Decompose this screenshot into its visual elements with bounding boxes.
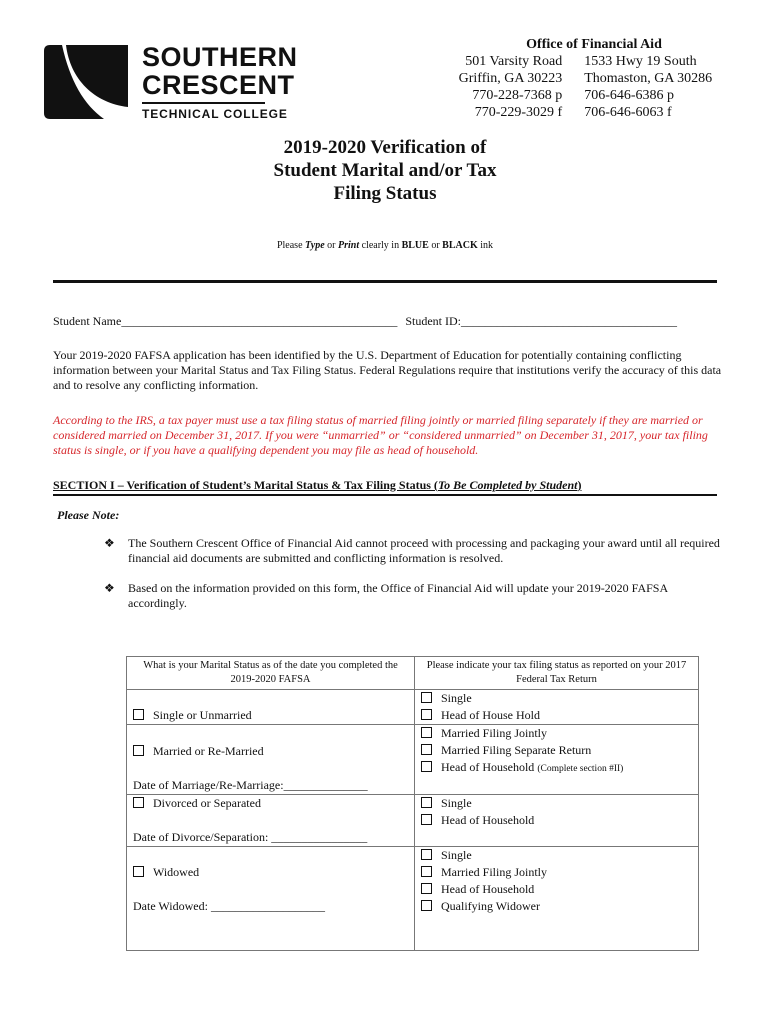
checkbox-icon[interactable] bbox=[421, 761, 432, 772]
married-option[interactable]: Married or Re-Married bbox=[127, 743, 414, 760]
logo-line-2: CRESCENT bbox=[142, 70, 295, 100]
griffin-address bbox=[440, 53, 584, 121]
section-1-heading: SECTION I – Verification of Student’s Marital Status & Tax Filing Status (To Be Completed by Student) bbox=[53, 478, 717, 496]
thomaston-street: 1533 Hwy 19 South bbox=[584, 54, 697, 69]
bullet-text-1: The Southern Crescent Office of Financial Aid cannot proceed with processing and packaging your award until all required financial aid documents are submitted and conflicting information is resolved. bbox=[128, 536, 720, 565]
marital-status-header: What is your Marital Status as of the date you completed the 2019-2020 FAFSA bbox=[143, 660, 398, 685]
checkbox-icon[interactable] bbox=[421, 709, 432, 720]
title-line-1: 2019-2020 Verification of bbox=[283, 137, 487, 158]
table-row bbox=[127, 690, 699, 725]
student-id-field[interactable]: ____________________________________ bbox=[461, 314, 677, 328]
griffin-street: 501 Varsity Road bbox=[465, 54, 563, 69]
widowed-option[interactable]: Widowed bbox=[127, 864, 414, 881]
table-row bbox=[127, 725, 699, 795]
checkbox-icon[interactable] bbox=[421, 866, 432, 877]
r4-married-jointly-option[interactable]: Married Filing Jointly bbox=[415, 864, 698, 881]
office-address-block bbox=[440, 36, 720, 121]
checkbox-icon[interactable] bbox=[421, 744, 432, 755]
checkbox-icon[interactable] bbox=[421, 849, 432, 860]
r2-married-jointly-option[interactable]: Married Filing Jointly bbox=[415, 725, 698, 742]
r4-qualifying-widower-option[interactable]: Qualifying Widower bbox=[415, 898, 698, 915]
single-unmarried-option[interactable]: Single or Unmarried bbox=[127, 707, 414, 724]
irs-note: According to the IRS, a tax payer must use a tax filing status of married filing jointly or married filing separately if they are married or considered married on December 31, 2017. If you were “unmarried” or “considered unmarried” on December 31, 2017, your tax filing status is single, or if you have a qualifying dependent you may file as head of household. bbox=[53, 413, 708, 457]
r3-single-option[interactable]: Single bbox=[415, 795, 698, 812]
logo-line-1: SOUTHERN bbox=[142, 42, 298, 72]
checkbox-icon[interactable] bbox=[421, 883, 432, 894]
college-logo-icon bbox=[44, 45, 128, 119]
griffin-phone: 770-228-7368 p bbox=[472, 88, 563, 103]
griffin-fax: 770-229-3029 f bbox=[474, 105, 563, 120]
bullet-text-2: Based on the information provided on this form, the Office of Financial Aid will update your 2019-2020 FAFSA accordingly. bbox=[128, 581, 668, 610]
student-info-row bbox=[53, 314, 677, 329]
thomaston-city: Thomaston, GA 30286 bbox=[584, 71, 713, 86]
bullet-item-1 bbox=[104, 536, 724, 566]
widowed-date-field[interactable]: Date Widowed: ___________________ bbox=[133, 899, 325, 913]
checkbox-icon[interactable] bbox=[421, 814, 432, 825]
divorced-option[interactable]: Divorced or Separated bbox=[127, 795, 414, 812]
checkbox-icon[interactable] bbox=[421, 900, 432, 911]
checkbox-icon[interactable] bbox=[133, 709, 144, 720]
griffin-city: Griffin, GA 30223 bbox=[458, 71, 563, 86]
logo-line-3: TECHNICAL COLLEGE bbox=[142, 107, 288, 121]
header-divider bbox=[53, 280, 717, 283]
checkbox-icon[interactable] bbox=[133, 866, 144, 877]
thomaston-address bbox=[584, 53, 720, 121]
thomaston-fax: 706-646-6063 f bbox=[584, 105, 672, 120]
marriage-date-field[interactable]: Date of Marriage/Re-Marriage:______________ bbox=[133, 778, 368, 792]
logo-divider bbox=[142, 102, 265, 104]
checkbox-icon[interactable] bbox=[421, 692, 432, 703]
r1-head-of-household-option[interactable]: Head of House Hold bbox=[415, 707, 698, 724]
document-title bbox=[0, 136, 770, 205]
thomaston-phone: 706-646-6386 p bbox=[584, 88, 675, 103]
intro-paragraph: Your 2019-2020 FAFSA application has been identified by the U.S. Department of Education for potentially containing conflicting information between your Marital Status and Tax Filing Status. Federal Regulations require that institutions verify the accuracy of this data and to resolve any conflicting information. bbox=[53, 348, 722, 392]
student-name-label: Student Name bbox=[53, 314, 122, 328]
checkbox-icon[interactable] bbox=[133, 745, 144, 756]
checkbox-icon[interactable] bbox=[133, 797, 144, 808]
please-note-label: Please Note: bbox=[57, 508, 120, 522]
r4-head-of-household-option[interactable]: Head of Household bbox=[415, 881, 698, 898]
student-name-field[interactable]: ______________________________________________ bbox=[121, 314, 398, 328]
college-logo-text bbox=[142, 44, 298, 121]
complete-section-2-note: (Complete section #II) bbox=[537, 764, 624, 774]
checkbox-icon[interactable] bbox=[421, 727, 432, 738]
title-line-2: Student Marital and/or Tax bbox=[273, 160, 497, 181]
r2-head-of-household-option[interactable]: Head of Household (Complete section #II) bbox=[415, 759, 698, 776]
divorce-date-field[interactable]: Date of Divorce/Separation: ________________ bbox=[133, 830, 368, 844]
r1-single-option[interactable]: Single bbox=[415, 690, 698, 707]
bullet-item-2 bbox=[104, 581, 724, 611]
diamond-bullet-icon: ❖ bbox=[104, 581, 115, 595]
marital-status-table bbox=[126, 656, 699, 951]
office-title: Office of Financial Aid bbox=[526, 37, 662, 52]
r2-married-separate-option[interactable]: Married Filing Separate Return bbox=[415, 742, 698, 759]
title-line-3: Filing Status bbox=[333, 183, 437, 204]
r3-head-of-household-option[interactable]: Head of Household bbox=[415, 812, 698, 829]
table-row bbox=[127, 847, 699, 951]
diamond-bullet-icon: ❖ bbox=[104, 536, 115, 550]
r4-single-option[interactable]: Single bbox=[415, 847, 698, 864]
tax-filing-header: Please indicate your tax filing status as reported on your 2017 Federal Tax Return bbox=[426, 660, 687, 685]
student-id-label: Student ID: bbox=[405, 314, 461, 328]
ink-instructions: Please Type or Print clearly in BLUE or BLACK ink bbox=[276, 240, 494, 251]
table-header-row bbox=[127, 657, 699, 690]
checkbox-icon[interactable] bbox=[421, 797, 432, 808]
table-row bbox=[127, 795, 699, 847]
